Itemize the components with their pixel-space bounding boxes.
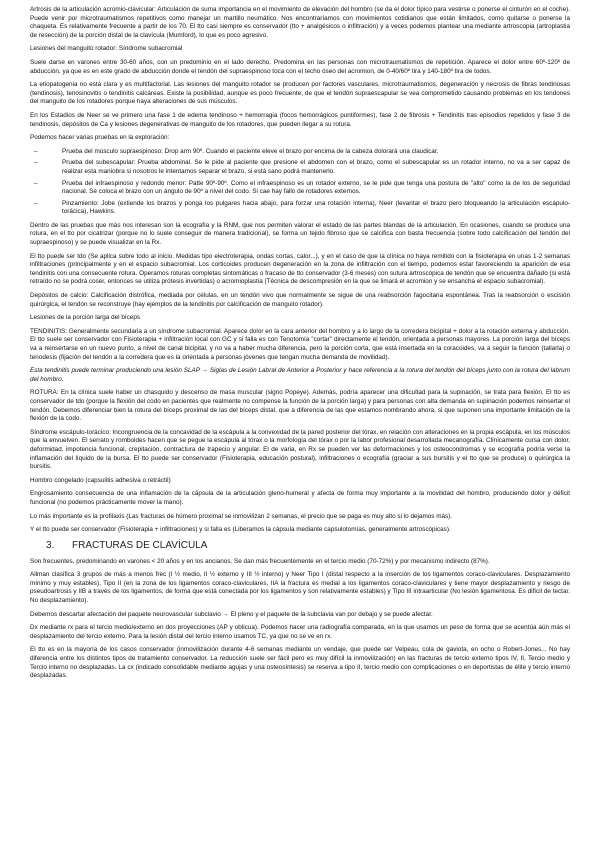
section-title: FRACTURAS DE CLAVÍCULA bbox=[72, 539, 208, 551]
paragraph-prophylaxis: Lo más importante es la profilaxis (Las fracturas de húmero proximal se inmovilizan 2 semanas, el precio que se paga es muy alto si lo dejamos más). bbox=[30, 512, 453, 520]
list-item: – Prueba del músculo supraespinoso: Drop arm 90º. Cuando el paciente eleve el brazo por encima de la cabeza dolorará una claudicar. bbox=[30, 148, 570, 157]
section-number: 3. bbox=[46, 539, 55, 551]
list-item: – Prueba del infraespinoso y redondo menor: Patte 90º-90º. Como el infraespinoso es un rotador externo, se le pide que tenga una postura de "alto" como la de los de seguridad nacional. Se coloca el brazo con un ángulo de 90º a nivel del codo. Si cae hay fallo de rotadores externos. bbox=[30, 180, 570, 197]
list-item: – Prueba del subescapular: Prueba abdominal. Se le pide al paciente que presione el abdomen con el brazo, como el subescapular es un rotador interno, no va a ser capaz de realizar esta maniobra si nosotros le intentamos separar el brazo, si está sano podrá mantenerlo. bbox=[30, 159, 570, 176]
paragraph-tests-intro: Podemos hacer varias pruebas en la exploración: bbox=[30, 134, 170, 142]
heading-frozen-shoulder: Hombro congelado (capsulitis adhesiva o retráctil) bbox=[30, 476, 171, 484]
paragraph-calcium-deposits: Depósitos de calcio: Calcificación distrófica, mediada por células, en un tendón vivo que normalmente se sigue de una reabsorción fagocitaria espontánea. Tras la reabsorción o escisión quirúrgica, el tendón se reconstruye (hay ejemplos de la tendinitis por calcificación de manguito rotador). bbox=[30, 292, 570, 308]
paragraph-tendinitis: TENDINITIS: Generalmente secundaria a un síndrome subacromial. Aparece dolor en la cara anterior del hombro y a lo largo de la corredera bicipital + dolor a la rotación externa y abducción. El tto suele ser conservador con Fisioterapia + infiltración local con GC y si falla es con Tenotomía "cortar" directamente el tendón, orientada a personas mayores. La porción larga del bíceps va a reinsertarse en un nuevo punto, a nivel de canal bicipital, y no va a haber mucha diferencia, pero la porción corta, que está insertada en la coracoides, va a seguir la función (tallarla) o tenodesis (fijación del tendón a la corredera que es la orientada a personas jóvenes que tengan mucha demanda de movilidad). bbox=[30, 327, 570, 361]
paragraph-epidemiology: Suele darse en varones entre 30-60 años, con un predominio en el lado derecho. Predomina en las personas con microtraumatismos de repetición. Aparece el dolor entre 60º-120º de abducción, ya que es en este grado de abducción donde el tendón del supraespinoso toca con el techo óseo del acromion, de 0-40/60º tira y 140-180º tira de todos. bbox=[30, 58, 570, 75]
paragraph-acromioclavicular: Artrosis de la articulación acromio-clavicular: Articulación de suma importancia en el movimiento de elevación del hombro (se da el dolor típico para vestirse o ponerse el cinturón en el coche). Puede venir por microtraumatismos repetitivos como manejar un martillo neumático. Nos encontraríamos con movimientos cotidianos que están limitados, como quitarse o ponerse la chaqueta. Es relativamente frecuente a partir de los 70. El tto casi siempre es conservador (tto + analgésicos o infiltración) y a veces podemos plantear una mediante artroscopia (artroplastia de resección) de la porción distal de la clavícula (Mumford), lo que es poco agresivo. bbox=[30, 6, 570, 39]
paragraph-clavicle-classification: Allman clasifica 3 grupos de más a menos frec (I ½ medio, II ½ externo y III ½ interno) y Neer Tipo I (distal respecto a la inserción de los ligamentos coraco-claviculares. Desplazamiento mínimo y muy estables), Tipo II (en la zona de los ligamentos coraco-claviculares, IIA la fractura es medial a los ligamentos coraco-claviculares y tiene mayor desplazamiento y riesgo de pseudoartrosis y IIB a través de los ligamentos, de forma que está conectada por los ligamentos y son relativamente estables) y Tipo III intraarticular (No lesión ligamentosa. Es difícil de tectar. No desplazamiento). bbox=[30, 571, 570, 605]
tests-list bbox=[30, 148, 570, 217]
list-item: – Pinzamiento: Jobe (extiende los brazos y ponga los pulgares hacia abajo, para forzar una rotación interna), Neer (levantar el brazo pero bloqueando la articulación escápulo-torácica), Hawkins. bbox=[30, 200, 570, 217]
paragraph-neer-stages: En los Estadios de Neer se ve primero una fase 1 de edema tendinoso + hemorragia (focos hemorrágicos puntiformes), fase 2 de fibrosis + Tendinitis tras episodios repetidos y fase 3 de tendinosis, depósitos de Ca y lesiones degenerativas de manguito de los rotadores, que pueden llegar a su rotura. bbox=[30, 111, 570, 128]
paragraph-frozen-shoulder: Engrosamiento consecuencia de una inflamación de la cápsula de la articulación gleno-humeral y afecta de forma muy importante a la movilidad del hombro, produciendo dolor y déficit funcional (no podemos prácticamente mover la mano). bbox=[30, 490, 570, 506]
paragraph-etiopathogenesis: La etiopatogenia no está clara y es multifactorial. Las lesiones del manguito rotador se producen por factores vasculares, microtraumatismos, degeneración y necrosis de fibras tendinosas (tendinosis), tenosinovitis o tendinitis calcáreas. Existe la posibilidad, aunque es poco frecuente, de que el tendón supraescapular se vea comprometido causando problemas en los tendones del manguito de los rotadores porque haya alteraciones de sus músculos. bbox=[30, 81, 570, 106]
paragraph-slap: Esta tendinitis puede terminar produciendo una lesión SLAP → Siglas de Lesión Labral de Anterior a Posterior y hace referencia a la rotura del tendón del bíceps junto con la rotura del labrum del hombro. bbox=[30, 367, 570, 383]
paragraph-neurovascular: Debemos descartar afectación del paquete neurovascular subclavio → El pleno y el paquete de la subclavia van por debajo y se puede afectar. bbox=[30, 610, 433, 618]
paragraph-treatment: El tto puede ser tdo (Se aplica sobre todo al inicio. Medidas tipo electroterapia, ondas cortas, calor...), y en el caso de que la clínica no haya remitido con la fisioterapia en unas 1-2 semanas infiltraciones (principalmente y en el espacio subacromial. Los corticoides producen degeneración en la zona de infiltración con el tiempo, podemos estar favoreciendo la aparición de esa tendinitis con una consecuente rotura. Operamos roturas completas sintomáticas o fracaso de tto conservador (3-6 meses) con sutura artroscópica de tendón que se encuentra dañado (si está retraído no se podrá coser, entonces se utiliza prótesis invertidas) o acromioplastia (Técnica de descompresión en la que se limará el acromion y se ensancha el espacio subacromial). bbox=[30, 252, 570, 286]
paragraph-rupture: ROTURA: En la clínica suele haber un chasquido y descenso de masa muscular (signo Popeye). Además, podría aparecer una dificultad para la supinación, se trata para flexión. El tto es conservador de tdo (porque la flexión del codo en pacientes que realmente no compense la función de la porción larga) y para personas con alta demanda en supinación podemos reinsertar el tendón. Debemos diferenciar bien la rotura del bíceps proximal de las del bíceps distal, que a diferencia de las que estamos nombrando ahora, si que suponen una importante limitación de la flexión de la codo. bbox=[30, 389, 570, 423]
paragraph-imaging: Dentro de las pruebas que más nos interesan son la ecografía y la RNM, que nos permiten valorar el estado de las partes blandas de la articulación. En ocasiones, cuando se produce una rotura, en el tto por cicatrizar (porque no lo suele conseguir de manera tradicional), se forma un tejido fibroso que se calcifica con basta frecuencia (sobre todo calcificación del tendón del supraespinoso) y se puede visualizar en la Rx. bbox=[30, 221, 570, 247]
paragraph-frozen-treatment: Y el tto puede ser conservador (Fisioterapia + infiltraciones) y si falla es (Liberamos la cápsula mediante capsulotomías, generalmente artroscópicas). bbox=[30, 526, 451, 534]
paragraph-diagnosis: Dx mediante rx para el tercio medio/externo en dos proyecciones (AP y oblicua). Podemos hacer una radiografía comparada, en la que usamos un peso de forma que se acentúa aún más el desplazamiento del tercio externo. Para la lesión distal del tercio interno usamos TC, ya que no se ve en rx. bbox=[30, 624, 570, 640]
paragraph-clavicle-epidemiology: Son frecuentes, predominando en varones < 20 años y en los ancianos. Se dan más frecuentemente en el tercio medio (70-72%) y por mecanismo indirecto (87%). bbox=[30, 557, 490, 565]
section-heading bbox=[30, 540, 570, 552]
heading-rotator-cuff: Lesiones del manguito rotador: Síndrome subacromial bbox=[30, 45, 183, 53]
heading-biceps: Lesiones de la porción larga del bíceps bbox=[30, 314, 141, 322]
paragraph-scapulothoracic: Síndrome escápulo-torácico: Incongruencia de la concavidad de la escápula a la convexidad de la pared posterior del tórax, en relación con alteraciones en la propia escápula, en los músculos que la envuelven. El serrato y romboides hacen que se pegue la escápula al tórax o la morfología del tórax o por la labor profesional desarrollada mecanografía. Clínicamente cursa con dolor, deformidad, impotencia funcional, crepitación, contractura de trapecio y angular. El de varia, en Rx se pueden ver las deformaciones y los osteocondromas y se ecografía podría verse la inflamación del líquido de la bursa. El tto puede ser conservador (Fisioterapia, educación postural), infiltraciones o ecografía (graciar a sus bursitis y el tto que se produce) o quirúrgica la bursitis. bbox=[30, 428, 570, 471]
paragraph-clavicle-treatment: El tto es en la mayoría de los casos conservador (inmovilización durante 4-6 semanas mediante un vendaje, que puede ser Velpeau, cola de gaviota, en ocho o Robert-Jones... No hay diferencia entre los distintos tipos de tratamiento conservador. La reducción suele ser fácil pero es muy difícil la inmovilización) en las fracturas de tercio externo tipos IV, II, Tercio medio y Tercio interno no desplazadas. La cx (indicado consolidable mediante agujas y una osteosíntesis) se reserva a tipo II, tercio medio con complicaciones o en deportistas de élite y tercio interno desplazadas. bbox=[30, 646, 570, 680]
